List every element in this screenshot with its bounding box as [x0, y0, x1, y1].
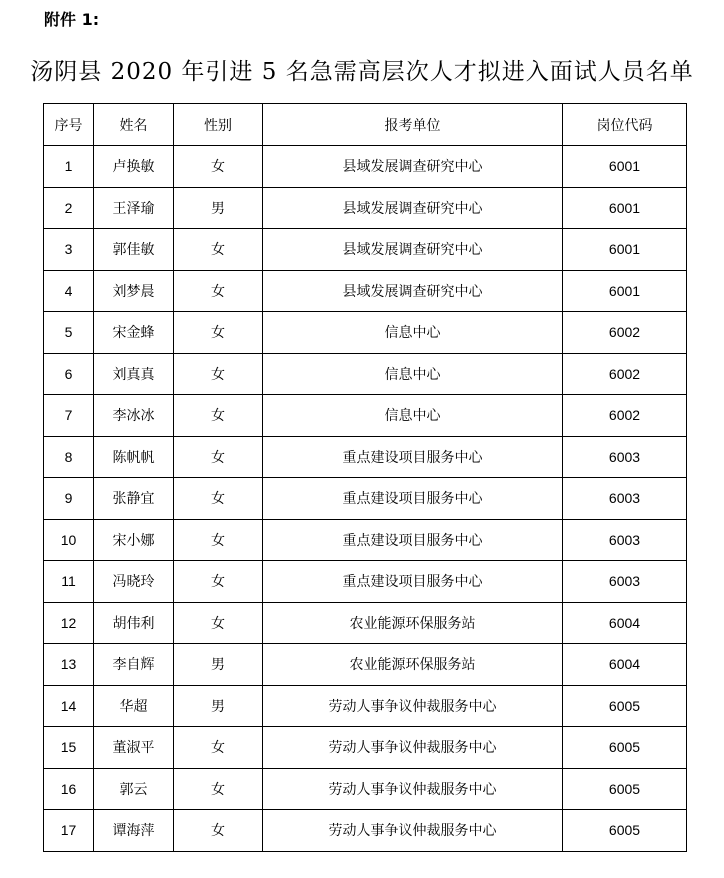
cell-unit: 劳动人事争议仲裁服务中心: [263, 727, 563, 769]
cell-seq: 4: [44, 270, 94, 312]
cell-post-code: 6001: [563, 146, 687, 188]
cell-seq: 2: [44, 187, 94, 229]
cell-gender: 女: [174, 519, 263, 561]
cell-name: 卢换敏: [94, 146, 174, 188]
cell-post-code: 6003: [563, 478, 687, 520]
candidate-table: [43, 103, 687, 852]
table-row: [44, 146, 687, 188]
cell-post-code: 6005: [563, 768, 687, 810]
cell-gender: 女: [174, 810, 263, 852]
table-body: [44, 146, 687, 852]
cell-seq: 8: [44, 436, 94, 478]
column-header-name: 姓名: [94, 104, 174, 146]
cell-unit: 县域发展调查研究中心: [263, 187, 563, 229]
cell-seq: 1: [44, 146, 94, 188]
cell-gender: 男: [174, 644, 263, 686]
cell-post-code: 6002: [563, 312, 687, 354]
column-header-unit: 报考单位: [263, 104, 563, 146]
cell-unit: 劳动人事争议仲裁服务中心: [263, 685, 563, 727]
cell-name: 董淑平: [94, 727, 174, 769]
cell-gender: 女: [174, 312, 263, 354]
cell-seq: 11: [44, 561, 94, 603]
cell-name: 谭海萍: [94, 810, 174, 852]
cell-unit: 县域发展调查研究中心: [263, 229, 563, 271]
cell-post-code: 6001: [563, 270, 687, 312]
table-row: [44, 685, 687, 727]
cell-seq: 14: [44, 685, 94, 727]
table-header: [44, 104, 687, 146]
cell-name: 刘梦晨: [94, 270, 174, 312]
cell-name: 陈帆帆: [94, 436, 174, 478]
cell-gender: 男: [174, 187, 263, 229]
cell-gender: 女: [174, 561, 263, 603]
table-row: [44, 644, 687, 686]
cell-gender: 女: [174, 353, 263, 395]
cell-post-code: 6001: [563, 229, 687, 271]
cell-name: 胡伟利: [94, 602, 174, 644]
cell-post-code: 6002: [563, 395, 687, 437]
cell-unit: 信息中心: [263, 353, 563, 395]
page-title: 汤阴县 2020 年引进 5 名急需高层次人才拟进入面试人员名单: [30, 59, 694, 85]
cell-seq: 9: [44, 478, 94, 520]
cell-unit: 重点建设项目服务中心: [263, 561, 563, 603]
table-row: [44, 312, 687, 354]
cell-seq: 15: [44, 727, 94, 769]
cell-gender: 女: [174, 436, 263, 478]
cell-gender: 男: [174, 685, 263, 727]
cell-name: 冯晓玲: [94, 561, 174, 603]
table-row: [44, 519, 687, 561]
cell-unit: 劳动人事争议仲裁服务中心: [263, 768, 563, 810]
cell-unit: 重点建设项目服务中心: [263, 478, 563, 520]
cell-seq: 17: [44, 810, 94, 852]
cell-gender: 女: [174, 395, 263, 437]
table-row: [44, 768, 687, 810]
cell-post-code: 6005: [563, 727, 687, 769]
table-row: [44, 436, 687, 478]
cell-seq: 12: [44, 602, 94, 644]
cell-name: 王泽瑜: [94, 187, 174, 229]
cell-seq: 7: [44, 395, 94, 437]
column-header-post-code: 岗位代码: [563, 104, 687, 146]
table-row: [44, 727, 687, 769]
cell-post-code: 6003: [563, 561, 687, 603]
cell-post-code: 6003: [563, 436, 687, 478]
column-header-seq: 序号: [44, 104, 94, 146]
cell-seq: 3: [44, 229, 94, 271]
cell-name: 宋小娜: [94, 519, 174, 561]
table-row: [44, 395, 687, 437]
cell-gender: 女: [174, 727, 263, 769]
cell-seq: 5: [44, 312, 94, 354]
cell-name: 华超: [94, 685, 174, 727]
cell-gender: 女: [174, 146, 263, 188]
cell-post-code: 6001: [563, 187, 687, 229]
cell-post-code: 6005: [563, 685, 687, 727]
cell-name: 张静宜: [94, 478, 174, 520]
cell-post-code: 6004: [563, 602, 687, 644]
cell-unit: 县域发展调查研究中心: [263, 146, 563, 188]
column-header-gender: 性别: [174, 104, 263, 146]
table-row: [44, 353, 687, 395]
table-row: [44, 810, 687, 852]
cell-seq: 16: [44, 768, 94, 810]
cell-name: 刘真真: [94, 353, 174, 395]
cell-gender: 女: [174, 602, 263, 644]
table-row: [44, 270, 687, 312]
cell-unit: 农业能源环保服务站: [263, 602, 563, 644]
header-row: [44, 104, 687, 146]
cell-seq: 10: [44, 519, 94, 561]
cell-post-code: 6005: [563, 810, 687, 852]
cell-unit: 信息中心: [263, 395, 563, 437]
table-row: [44, 478, 687, 520]
cell-seq: 6: [44, 353, 94, 395]
cell-seq: 13: [44, 644, 94, 686]
cell-unit: 信息中心: [263, 312, 563, 354]
cell-unit: 重点建设项目服务中心: [263, 519, 563, 561]
cell-post-code: 6004: [563, 644, 687, 686]
cell-name: 宋金蜂: [94, 312, 174, 354]
cell-name: 郭云: [94, 768, 174, 810]
cell-unit: 劳动人事争议仲裁服务中心: [263, 810, 563, 852]
table-row: [44, 187, 687, 229]
cell-unit: 农业能源环保服务站: [263, 644, 563, 686]
cell-name: 郭佳敏: [94, 229, 174, 271]
table-row: [44, 602, 687, 644]
cell-name: 李冰冰: [94, 395, 174, 437]
cell-name: 李自辉: [94, 644, 174, 686]
attachment-label: 附件 1:: [44, 10, 100, 29]
cell-gender: 女: [174, 478, 263, 520]
cell-post-code: 6003: [563, 519, 687, 561]
cell-unit: 县域发展调查研究中心: [263, 270, 563, 312]
cell-unit: 重点建设项目服务中心: [263, 436, 563, 478]
table-row: [44, 561, 687, 603]
cell-gender: 女: [174, 768, 263, 810]
cell-post-code: 6002: [563, 353, 687, 395]
cell-gender: 女: [174, 270, 263, 312]
table-row: [44, 229, 687, 271]
cell-gender: 女: [174, 229, 263, 271]
